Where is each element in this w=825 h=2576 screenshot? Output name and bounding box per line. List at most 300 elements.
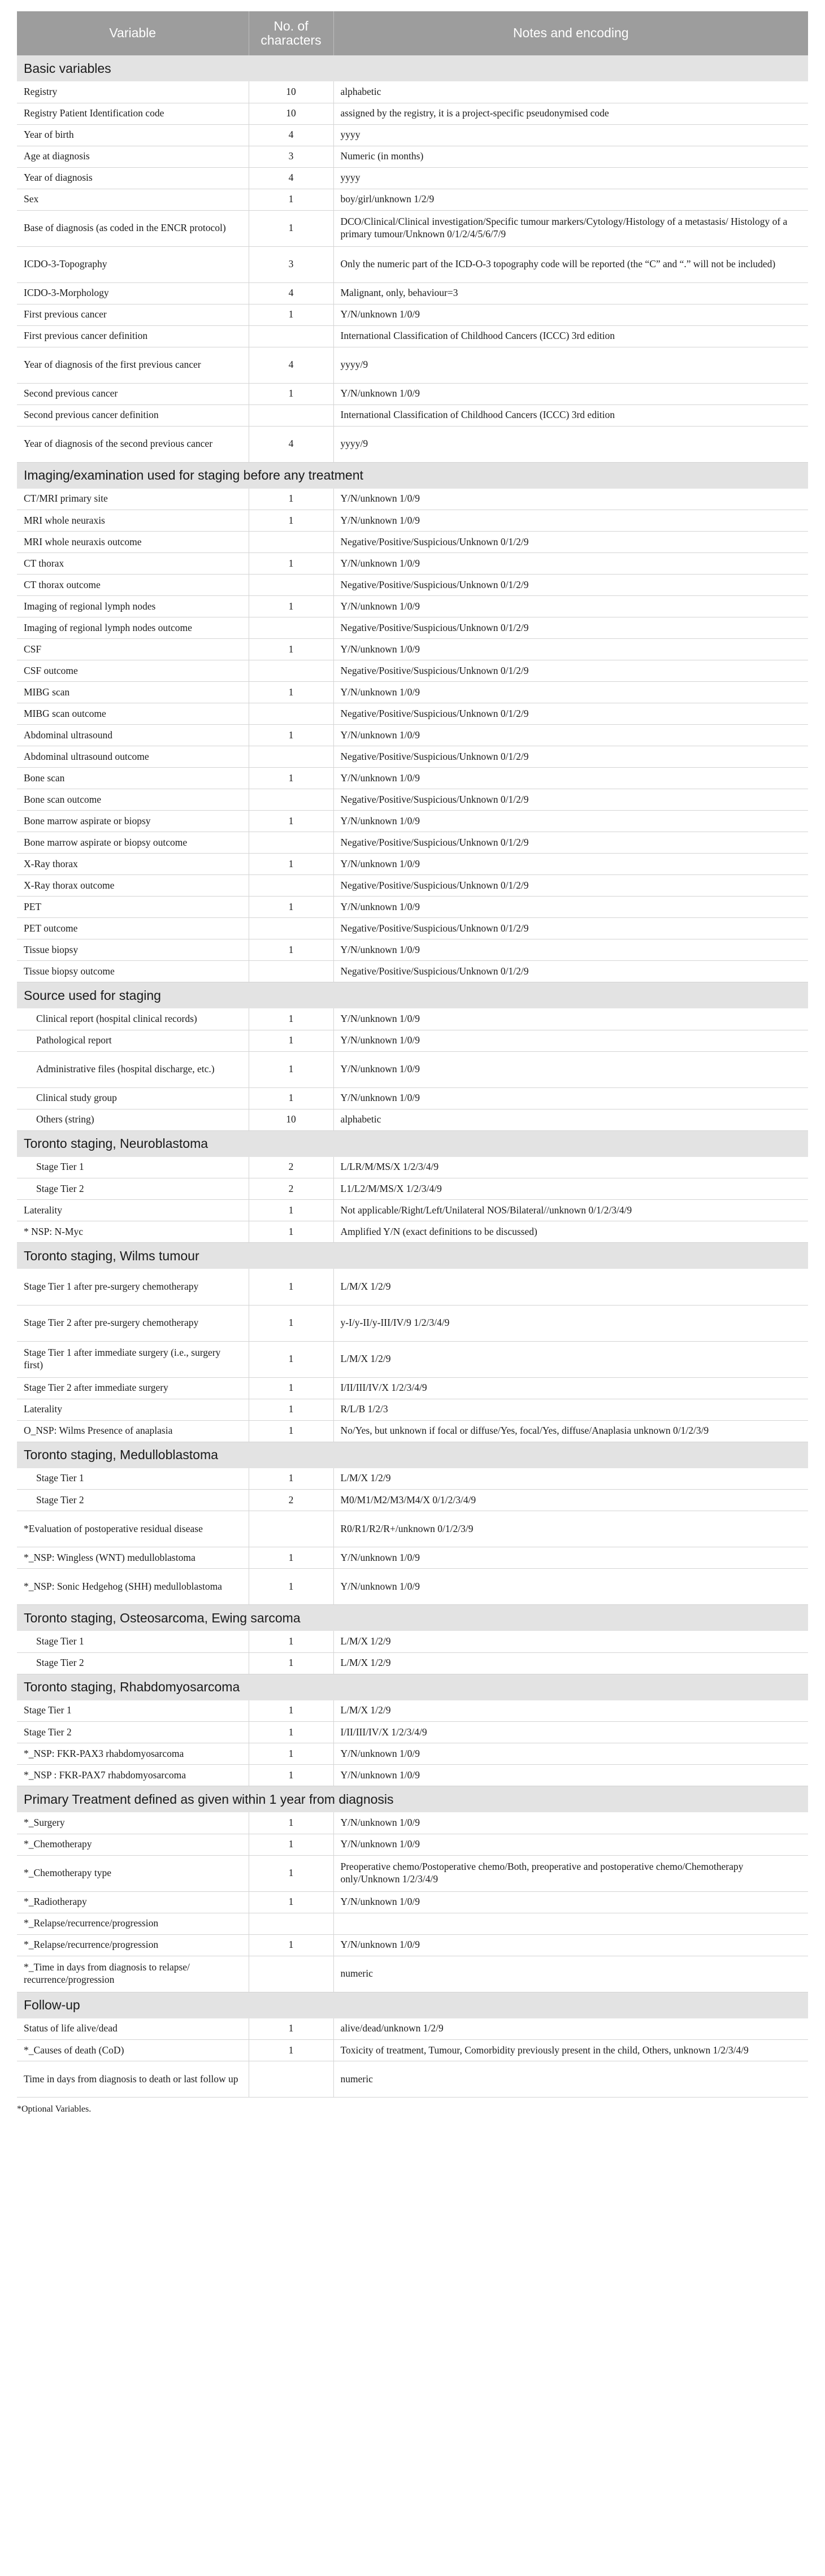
notes-cell: Y/N/unknown 1/0/9 <box>333 1743 808 1765</box>
chars-cell: 1 <box>249 1934 333 1956</box>
variable-cell: X-Ray thorax <box>17 854 249 875</box>
variable-cell: Others (string) <box>17 1109 249 1130</box>
variable-cell: Bone scan outcome <box>17 789 249 811</box>
notes-cell: L/LR/M/MS/X 1/2/3/4/9 <box>333 1157 808 1178</box>
variable-cell: Bone scan <box>17 768 249 789</box>
notes-cell: Y/N/unknown 1/0/9 <box>333 1030 808 1051</box>
table-row <box>17 246 808 282</box>
chars-cell: 4 <box>249 282 333 304</box>
section-header <box>17 982 808 1009</box>
table-row <box>17 596 808 617</box>
section-header <box>17 1605 808 1631</box>
variable-cell: CT thorax outcome <box>17 575 249 596</box>
notes-cell: Numeric (in months) <box>333 146 808 167</box>
table-row <box>17 789 808 811</box>
section-header <box>17 1442 808 1468</box>
chars-cell <box>249 1913 333 1934</box>
variable-cell: Stage Tier 1 <box>17 1468 249 1490</box>
chars-cell: 1 <box>249 1399 333 1420</box>
chars-cell: 1 <box>249 1700 333 1722</box>
variable-cell: MIBG scan <box>17 682 249 703</box>
table-row <box>17 961 808 982</box>
variable-cell: CSF <box>17 639 249 660</box>
chars-cell <box>249 961 333 982</box>
table-row <box>17 1765 808 1786</box>
chars-cell <box>249 746 333 768</box>
chars-cell: 1 <box>249 897 333 918</box>
table-row <box>17 1157 808 1178</box>
variable-cell: *_Chemotherapy <box>17 1834 249 1855</box>
notes-cell: Negative/Positive/Suspicious/Unknown 0/1/2/9 <box>333 875 808 897</box>
notes-cell: yyyy/9 <box>333 347 808 383</box>
notes-cell: alphabetic <box>333 1109 808 1130</box>
variable-cell: Age at diagnosis <box>17 146 249 167</box>
chars-cell <box>249 532 333 553</box>
chars-cell <box>249 1511 333 1547</box>
chars-cell <box>249 1956 333 1992</box>
section-title: Toronto staging, Neuroblastoma <box>17 1130 808 1157</box>
notes-cell: L/M/X 1/2/9 <box>333 1631 808 1652</box>
notes-cell: L/M/X 1/2/9 <box>333 1269 808 1305</box>
table-row <box>17 1399 808 1420</box>
chars-cell: 1 <box>249 1743 333 1765</box>
chars-cell <box>249 575 333 596</box>
chars-cell: 1 <box>249 1812 333 1834</box>
variable-cell: *_Surgery <box>17 1812 249 1834</box>
chars-cell: 1 <box>249 304 333 325</box>
table-row <box>17 639 808 660</box>
variable-cell: Stage Tier 1 after immediate surgery (i.e., surgery first) <box>17 1341 249 1377</box>
chars-cell: 1 <box>249 1087 333 1109</box>
variable-cell: Clinical report (hospital clinical records) <box>17 1008 249 1030</box>
notes-cell: No/Yes, but unknown if focal or diffuse/Yes, focal/Yes, diffuse/Anaplasia unknown 0/1/2/3/9 <box>333 1420 808 1442</box>
chars-cell: 1 <box>249 1855 333 1891</box>
variable-cell: ICDO-3-Topography <box>17 246 249 282</box>
chars-cell: 1 <box>249 1891 333 1913</box>
chars-cell: 1 <box>249 1547 333 1569</box>
chars-cell <box>249 325 333 347</box>
table-row <box>17 81 808 103</box>
variable-cell: Laterality <box>17 1399 249 1420</box>
variable-cell: *Evaluation of postoperative residual disease <box>17 1511 249 1547</box>
chars-cell: 1 <box>249 1221 333 1243</box>
chars-cell: 1 <box>249 768 333 789</box>
variable-cell: Registry Patient Identification code <box>17 103 249 124</box>
variable-cell: Abdominal ultrasound <box>17 725 249 746</box>
section-title: Follow-up <box>17 1992 808 2018</box>
table-row <box>17 347 808 383</box>
notes-cell: Not applicable/Right/Left/Unilateral NOS/Bilateral//unknown 0/1/2/3/4/9 <box>333 1200 808 1221</box>
notes-cell: L/M/X 1/2/9 <box>333 1468 808 1490</box>
chars-cell: 2 <box>249 1157 333 1178</box>
notes-cell: Y/N/unknown 1/0/9 <box>333 768 808 789</box>
table-row <box>17 1420 808 1442</box>
variable-cell: Clinical study group <box>17 1087 249 1109</box>
chars-cell: 10 <box>249 81 333 103</box>
chars-cell: 1 <box>249 383 333 404</box>
variable-cell: PET outcome <box>17 918 249 939</box>
notes-cell: Y/N/unknown 1/0/9 <box>333 1834 808 1855</box>
variable-cell: Pathological report <box>17 1030 249 1051</box>
notes-cell: Negative/Positive/Suspicious/Unknown 0/1/2/9 <box>333 746 808 768</box>
notes-cell: Only the numeric part of the ICD-O-3 topography code will be reported (the “C” and “.” will not be included) <box>333 246 808 282</box>
variable-cell: MRI whole neuraxis <box>17 510 249 532</box>
table-row <box>17 124 808 146</box>
notes-cell: yyyy <box>333 124 808 146</box>
notes-cell: I/II/III/IV/X 1/2/3/4/9 <box>333 1722 808 1743</box>
notes-cell: yyyy/9 <box>333 426 808 462</box>
notes-cell: alive/dead/unknown 1/2/9 <box>333 2018 808 2040</box>
chars-cell <box>249 918 333 939</box>
table-row <box>17 575 808 596</box>
table-row <box>17 1008 808 1030</box>
section-header <box>17 1243 808 1269</box>
section-header <box>17 1992 808 2018</box>
section-header <box>17 462 808 489</box>
table-row <box>17 1051 808 1087</box>
table-row <box>17 2018 808 2040</box>
chars-cell: 1 <box>249 1051 333 1087</box>
chars-cell: 1 <box>249 1652 333 1674</box>
table-row <box>17 1891 808 1913</box>
chars-cell: 4 <box>249 426 333 462</box>
variable-cell: Stage Tier 2 <box>17 1652 249 1674</box>
table-row <box>17 1377 808 1399</box>
header-chars: No. of characters <box>249 11 333 55</box>
notes-cell: Y/N/unknown 1/0/9 <box>333 553 808 575</box>
notes-cell: Y/N/unknown 1/0/9 <box>333 489 808 510</box>
table-row <box>17 682 808 703</box>
table-row <box>17 2061 808 2098</box>
chars-cell: 2 <box>249 1178 333 1200</box>
table-row <box>17 875 808 897</box>
document <box>17 11 808 2114</box>
table-row <box>17 746 808 768</box>
chars-cell: 1 <box>249 725 333 746</box>
variable-cell: Registry <box>17 81 249 103</box>
table-row <box>17 146 808 167</box>
chars-cell <box>249 875 333 897</box>
table-row <box>17 1722 808 1743</box>
table-row <box>17 1547 808 1569</box>
notes-cell: numeric <box>333 1956 808 1992</box>
table-row <box>17 1030 808 1051</box>
notes-cell: L1/L2/M/MS/X 1/2/3/4/9 <box>333 1178 808 1200</box>
variable-cell: Year of diagnosis <box>17 167 249 189</box>
chars-cell: 3 <box>249 246 333 282</box>
variable-cell: Base of diagnosis (as coded in the ENCR protocol) <box>17 210 249 246</box>
variable-cell: Imaging of regional lymph nodes outcome <box>17 617 249 639</box>
notes-cell: boy/girl/unknown 1/2/9 <box>333 189 808 210</box>
table-row <box>17 617 808 639</box>
chars-cell: 4 <box>249 347 333 383</box>
variable-cell: *_NSP : FKR-PAX7 rhabdomyosarcoma <box>17 1765 249 1786</box>
notes-cell: Y/N/unknown 1/0/9 <box>333 383 808 404</box>
notes-cell: L/M/X 1/2/9 <box>333 1700 808 1722</box>
table-row <box>17 939 808 961</box>
chars-cell: 1 <box>249 210 333 246</box>
notes-cell <box>333 1913 808 1934</box>
chars-cell: 1 <box>249 1468 333 1490</box>
chars-cell: 1 <box>249 939 333 961</box>
variable-cell: Stage Tier 2 <box>17 1722 249 1743</box>
table-row <box>17 1913 808 1934</box>
chars-cell: 2 <box>249 1490 333 1511</box>
chars-cell: 1 <box>249 1722 333 1743</box>
notes-cell: y-I/y-II/y-III/IV/9 1/2/3/4/9 <box>333 1305 808 1341</box>
chars-cell: 1 <box>249 553 333 575</box>
chars-cell: 1 <box>249 1200 333 1221</box>
chars-cell: 1 <box>249 1834 333 1855</box>
variable-cell: PET <box>17 897 249 918</box>
variable-cell: *_Relapse/recurrence/progression <box>17 1934 249 1956</box>
chars-cell <box>249 404 333 426</box>
table-row <box>17 383 808 404</box>
variables-table <box>17 11 808 2098</box>
chars-cell: 10 <box>249 1109 333 1130</box>
table-header <box>17 11 808 55</box>
variable-cell: Second previous cancer <box>17 383 249 404</box>
variable-cell: *_Relapse/recurrence/progression <box>17 1913 249 1934</box>
section-title: Imaging/examination used for staging before any treatment <box>17 462 808 489</box>
variable-cell: Year of diagnosis of the second previous cancer <box>17 426 249 462</box>
variable-cell: CT/MRI primary site <box>17 489 249 510</box>
variable-cell: O_NSP: Wilms Presence of anaplasia <box>17 1420 249 1442</box>
table-row <box>17 189 808 210</box>
notes-cell: Y/N/unknown 1/0/9 <box>333 1051 808 1087</box>
notes-cell: International Classification of Childhood Cancers (ICCC) 3rd edition <box>333 404 808 426</box>
variable-cell: MIBG scan outcome <box>17 703 249 725</box>
chars-cell: 1 <box>249 1341 333 1377</box>
table-row <box>17 1743 808 1765</box>
notes-cell: Y/N/unknown 1/0/9 <box>333 725 808 746</box>
variable-cell: Stage Tier 2 after immediate surgery <box>17 1377 249 1399</box>
variable-cell: Stage Tier 1 after pre-surgery chemotherapy <box>17 1269 249 1305</box>
chars-cell: 1 <box>249 189 333 210</box>
variable-cell: Time in days from diagnosis to death or last follow up <box>17 2061 249 2098</box>
table-row <box>17 1490 808 1511</box>
chars-cell: 1 <box>249 1631 333 1652</box>
table-row <box>17 489 808 510</box>
notes-cell: Y/N/unknown 1/0/9 <box>333 596 808 617</box>
table-row <box>17 532 808 553</box>
notes-cell: Y/N/unknown 1/0/9 <box>333 1547 808 1569</box>
notes-cell: Y/N/unknown 1/0/9 <box>333 1008 808 1030</box>
notes-cell: Negative/Positive/Suspicious/Unknown 0/1/2/9 <box>333 660 808 682</box>
chars-cell: 1 <box>249 510 333 532</box>
table-row <box>17 282 808 304</box>
variable-cell: *_NSP: FKR-PAX3 rhabdomyosarcoma <box>17 1743 249 1765</box>
table-row <box>17 1631 808 1652</box>
variable-cell: MRI whole neuraxis outcome <box>17 532 249 553</box>
notes-cell: Negative/Positive/Suspicious/Unknown 0/1/2/9 <box>333 617 808 639</box>
table-row <box>17 1700 808 1722</box>
table-row <box>17 553 808 575</box>
table-row <box>17 2040 808 2061</box>
notes-cell: assigned by the registry, it is a project-specific pseudonymised code <box>333 103 808 124</box>
section-title: Source used for staging <box>17 982 808 1009</box>
variable-cell: Stage Tier 1 <box>17 1157 249 1178</box>
chars-cell <box>249 703 333 725</box>
variable-cell: Bone marrow aspirate or biopsy outcome <box>17 832 249 854</box>
chars-cell: 1 <box>249 1269 333 1305</box>
chars-cell: 1 <box>249 854 333 875</box>
table-row <box>17 1812 808 1834</box>
variable-cell: Tissue biopsy outcome <box>17 961 249 982</box>
variable-cell: Stage Tier 2 <box>17 1490 249 1511</box>
chars-cell: 1 <box>249 596 333 617</box>
chars-cell: 1 <box>249 1420 333 1442</box>
table-row <box>17 897 808 918</box>
table-row <box>17 1569 808 1605</box>
notes-cell: I/II/III/IV/X 1/2/3/4/9 <box>333 1377 808 1399</box>
section-title: Toronto staging, Rhabdomyosarcoma <box>17 1674 808 1700</box>
notes-cell: Malignant, only, behaviour=3 <box>333 282 808 304</box>
chars-cell <box>249 660 333 682</box>
notes-cell: yyyy <box>333 167 808 189</box>
variable-cell: Second previous cancer definition <box>17 404 249 426</box>
section-header <box>17 1674 808 1700</box>
table-row <box>17 1855 808 1891</box>
notes-cell: Y/N/unknown 1/0/9 <box>333 1812 808 1834</box>
notes-cell: Negative/Positive/Suspicious/Unknown 0/1/2/9 <box>333 832 808 854</box>
table-row <box>17 918 808 939</box>
variable-cell: Laterality <box>17 1200 249 1221</box>
variable-cell: Bone marrow aspirate or biopsy <box>17 811 249 832</box>
table-row <box>17 1269 808 1305</box>
section-title: Basic variables <box>17 55 808 81</box>
variable-cell: Administrative files (hospital discharge, etc.) <box>17 1051 249 1087</box>
chars-cell <box>249 2061 333 2098</box>
table-row <box>17 1178 808 1200</box>
notes-cell: Toxicity of treatment, Tumour, Comorbidity previously present in the child, Others, unknown 1/2/3/4/9 <box>333 2040 808 2061</box>
notes-cell: Y/N/unknown 1/0/9 <box>333 897 808 918</box>
variable-cell: *_NSP: Sonic Hedgehog (SHH) medulloblastoma <box>17 1569 249 1605</box>
chars-cell: 1 <box>249 1008 333 1030</box>
table-row <box>17 832 808 854</box>
chars-cell: 1 <box>249 1030 333 1051</box>
table-row <box>17 1341 808 1377</box>
table-body <box>17 55 808 2098</box>
variable-cell: Stage Tier 1 <box>17 1700 249 1722</box>
chars-cell <box>249 832 333 854</box>
variable-cell: X-Ray thorax outcome <box>17 875 249 897</box>
section-title: Primary Treatment defined as given within 1 year from diagnosis <box>17 1786 808 1813</box>
notes-cell: DCO/Clinical/Clinical investigation/Specific tumour markers/Cytology/Histology of a metastasis/ Histology of a primary tumour/Unknown 0/1/2/4/5/6/7/9 <box>333 210 808 246</box>
table-row <box>17 426 808 462</box>
notes-cell: Y/N/unknown 1/0/9 <box>333 1765 808 1786</box>
table-row <box>17 1652 808 1674</box>
table-row <box>17 304 808 325</box>
notes-cell: Y/N/unknown 1/0/9 <box>333 639 808 660</box>
table-row <box>17 103 808 124</box>
header-notes: Notes and encoding <box>333 11 808 55</box>
chars-cell: 1 <box>249 489 333 510</box>
notes-cell: Negative/Positive/Suspicious/Unknown 0/1/2/9 <box>333 789 808 811</box>
notes-cell: Y/N/unknown 1/0/9 <box>333 1934 808 1956</box>
variable-cell: CSF outcome <box>17 660 249 682</box>
notes-cell: Y/N/unknown 1/0/9 <box>333 510 808 532</box>
variable-cell: Stage Tier 1 <box>17 1631 249 1652</box>
table-row <box>17 404 808 426</box>
table-row <box>17 167 808 189</box>
variable-cell: *_Time in days from diagnosis to relapse/ recurrence/progression <box>17 1956 249 1992</box>
chars-cell: 4 <box>249 124 333 146</box>
section-header <box>17 1130 808 1157</box>
header-variable: Variable <box>17 11 249 55</box>
notes-cell: M0/M1/M2/M3/M4/X 0/1/2/3/4/9 <box>333 1490 808 1511</box>
table-row <box>17 1934 808 1956</box>
table-row <box>17 510 808 532</box>
variable-cell: Stage Tier 2 <box>17 1178 249 1200</box>
variable-cell: Imaging of regional lymph nodes <box>17 596 249 617</box>
notes-cell: Y/N/unknown 1/0/9 <box>333 304 808 325</box>
table-row <box>17 210 808 246</box>
footnote: *Optional Variables. <box>17 2104 92 2114</box>
variable-cell: *_NSP: Wingless (WNT) medulloblastoma <box>17 1547 249 1569</box>
notes-cell: numeric <box>333 2061 808 2098</box>
notes-cell: R0/R1/R2/R+/unknown 0/1/2/3/9 <box>333 1511 808 1547</box>
chars-cell: 1 <box>249 1765 333 1786</box>
section-title: Toronto staging, Wilms tumour <box>17 1243 808 1269</box>
notes-cell: Amplified Y/N (exact definitions to be discussed) <box>333 1221 808 1243</box>
notes-cell: Preoperative chemo/Postoperative chemo/Both, preoperative and postoperative chemo/Chemotherapy only/Unknown 1/2/3/4/9 <box>333 1855 808 1891</box>
table-row <box>17 703 808 725</box>
notes-cell: Y/N/unknown 1/0/9 <box>333 1569 808 1605</box>
table-row <box>17 660 808 682</box>
table-row <box>17 1200 808 1221</box>
variable-cell: Stage Tier 2 after pre-surgery chemotherapy <box>17 1305 249 1341</box>
variable-cell: First previous cancer <box>17 304 249 325</box>
table-row <box>17 1305 808 1341</box>
chars-cell: 4 <box>249 167 333 189</box>
chars-cell: 1 <box>249 2018 333 2040</box>
chars-cell: 1 <box>249 1569 333 1605</box>
chars-cell: 1 <box>249 682 333 703</box>
section-header <box>17 55 808 81</box>
notes-cell: Negative/Positive/Suspicious/Unknown 0/1/2/9 <box>333 961 808 982</box>
table-row <box>17 1087 808 1109</box>
variable-cell: ICDO-3-Morphology <box>17 282 249 304</box>
notes-cell: Y/N/unknown 1/0/9 <box>333 854 808 875</box>
variable-cell: CT thorax <box>17 553 249 575</box>
chars-cell <box>249 789 333 811</box>
chars-cell: 1 <box>249 1377 333 1399</box>
variable-cell: Status of life alive/dead <box>17 2018 249 2040</box>
notes-cell: Y/N/unknown 1/0/9 <box>333 811 808 832</box>
table-row <box>17 1834 808 1855</box>
chars-cell: 10 <box>249 103 333 124</box>
chars-cell: 1 <box>249 811 333 832</box>
notes-cell: Y/N/unknown 1/0/9 <box>333 1087 808 1109</box>
chars-cell: 1 <box>249 1305 333 1341</box>
table-row <box>17 768 808 789</box>
section-title: Toronto staging, Medulloblastoma <box>17 1442 808 1468</box>
chars-cell <box>249 617 333 639</box>
notes-cell: Negative/Positive/Suspicious/Unknown 0/1/2/9 <box>333 532 808 553</box>
variable-cell: *_Causes of death (CoD) <box>17 2040 249 2061</box>
table-row <box>17 1956 808 1992</box>
notes-cell: International Classification of Childhood Cancers (ICCC) 3rd edition <box>333 325 808 347</box>
variable-cell: Sex <box>17 189 249 210</box>
notes-cell: Negative/Positive/Suspicious/Unknown 0/1/2/9 <box>333 918 808 939</box>
notes-cell: Y/N/unknown 1/0/9 <box>333 682 808 703</box>
variable-cell: Tissue biopsy <box>17 939 249 961</box>
notes-cell: Y/N/unknown 1/0/9 <box>333 939 808 961</box>
notes-cell: Negative/Positive/Suspicious/Unknown 0/1/2/9 <box>333 703 808 725</box>
variable-cell: Abdominal ultrasound outcome <box>17 746 249 768</box>
notes-cell: R/L/B 1/2/3 <box>333 1399 808 1420</box>
